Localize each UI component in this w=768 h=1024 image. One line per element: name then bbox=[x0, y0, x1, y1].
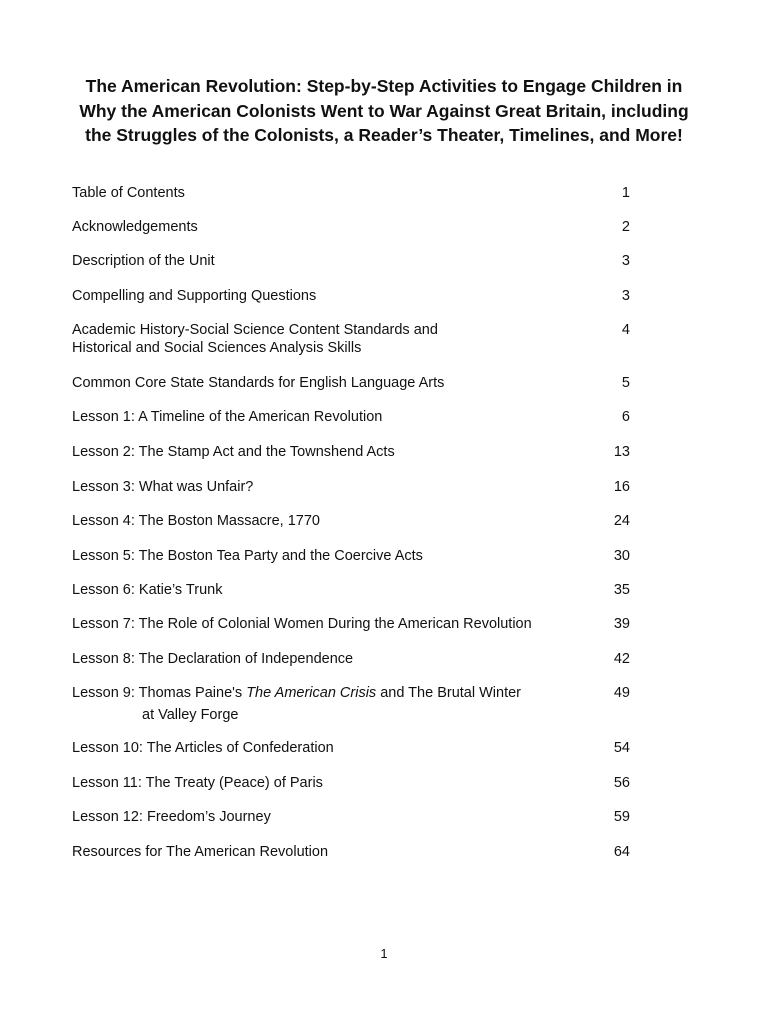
toc-entry-page: 2 bbox=[621, 219, 630, 235]
toc-entry-text: Lesson 4: The Boston Massacre, 1770 bbox=[72, 513, 320, 529]
toc-entry-page: 64 bbox=[613, 844, 630, 860]
toc-entry-page: 5 bbox=[621, 375, 630, 391]
toc-entry-text: Acknowledgements bbox=[72, 219, 198, 235]
toc-entry-text-line: Historical and Social Sciences Analysis Skills bbox=[72, 340, 362, 356]
toc-entry-text: Lesson 10: The Articles of Confederation bbox=[72, 740, 334, 756]
toc-entry-page: 39 bbox=[613, 616, 630, 632]
toc-entry-text-segment: Lesson 9: Thomas Paine's bbox=[72, 685, 247, 701]
toc-entry-text: Table of Contents bbox=[72, 185, 185, 201]
title-line: the Struggles of the Colonists, a Reader’s Theater, Timelines, and More! bbox=[85, 125, 683, 145]
toc-entry-page: 4 bbox=[621, 322, 630, 338]
toc-entry-text-line: Academic History-Social Science Content Standards and bbox=[72, 322, 438, 338]
toc-entry-text: Lesson 12: Freedom’s Journey bbox=[72, 809, 271, 825]
toc-entry-page: 42 bbox=[613, 651, 630, 667]
toc-entry-page: 24 bbox=[613, 513, 630, 529]
toc-entry-text-segment: and The Brutal Winter bbox=[376, 685, 521, 701]
toc-entry-page: 59 bbox=[613, 809, 630, 825]
title-line: Why the American Colonists Went to War Against Great Britain, including bbox=[79, 100, 689, 121]
toc-entry-text: Lesson 3: What was Unfair? bbox=[72, 479, 254, 495]
toc-entry-text bbox=[72, 321, 572, 357]
toc-entry-text-line: at Valley Forge bbox=[142, 707, 239, 723]
toc-entry-text: Lesson 1: A Timeline of the American Revolution bbox=[72, 409, 383, 425]
toc-entry-page: 3 bbox=[621, 253, 630, 269]
toc-entry-text: Common Core State Standards for English Language Arts bbox=[72, 375, 445, 391]
toc-entry-page: 54 bbox=[613, 740, 630, 756]
toc-entry-text: Lesson 11: The Treaty (Peace) of Paris bbox=[72, 775, 323, 791]
toc-entry-page: 16 bbox=[613, 479, 630, 495]
toc-entry-text: Lesson 7: The Role of Colonial Women During the American Revolution bbox=[72, 616, 532, 632]
toc-entry-page: 13 bbox=[613, 444, 630, 460]
toc-entry-text: Lesson 5: The Boston Tea Party and the Coercive Acts bbox=[72, 548, 423, 564]
footer-page-number: 1 bbox=[380, 946, 388, 961]
toc-entry-page: 6 bbox=[621, 409, 630, 425]
toc-entry-text: Lesson 8: The Declaration of Independence bbox=[72, 651, 354, 667]
toc-entry-page: 35 bbox=[613, 582, 630, 598]
toc-entry-page: 3 bbox=[621, 288, 630, 304]
toc-entry-page: 1 bbox=[621, 185, 630, 201]
toc-entry-text: Compelling and Supporting Questions bbox=[72, 288, 317, 304]
toc-entry-text: Description of the Unit bbox=[72, 253, 215, 269]
toc-entry-text: Lesson 2: The Stamp Act and the Townshend Acts bbox=[72, 444, 395, 460]
toc-entry-italic-title: The American Crisis bbox=[246, 685, 377, 701]
toc-entry-page: 56 bbox=[613, 775, 630, 791]
toc-entry-text: Resources for The American Revolution bbox=[72, 844, 329, 860]
toc-entry-page: 30 bbox=[613, 548, 630, 564]
toc-entry-text-line bbox=[72, 682, 572, 704]
toc-entry-page: 49 bbox=[613, 685, 630, 701]
toc-entry-text: Lesson 6: Katie’s Trunk bbox=[72, 582, 223, 598]
title-line: The American Revolution: Step-by-Step Activities to Engage Children in bbox=[85, 76, 683, 96]
toc-entry-text bbox=[72, 682, 572, 726]
